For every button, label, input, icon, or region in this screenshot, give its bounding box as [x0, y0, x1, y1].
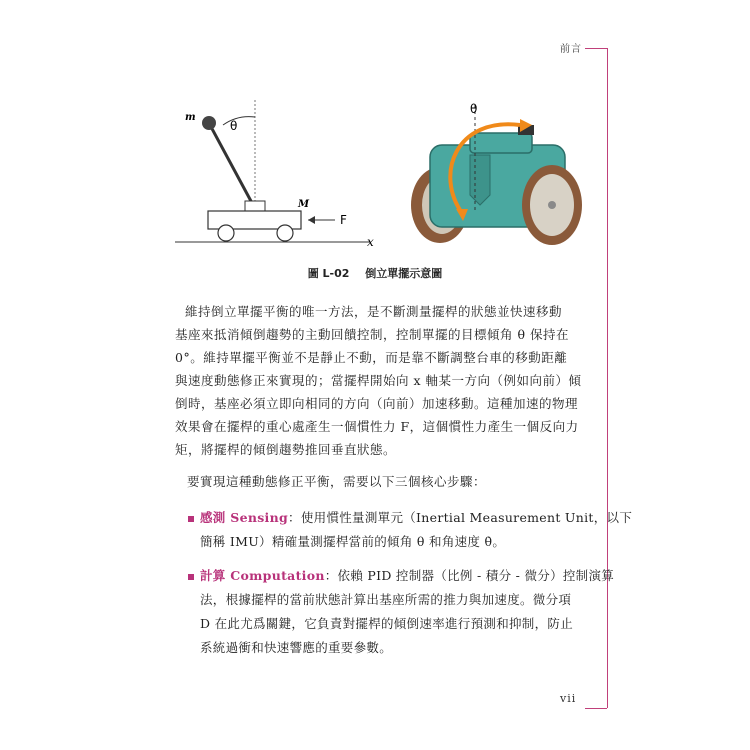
paragraph-line: 0°。維持單擺平衡並不是靜止不動，而是靠不斷調整台車的移動距離	[175, 350, 568, 365]
bullet-square-icon	[188, 574, 194, 580]
footer-rule	[585, 708, 607, 709]
paragraph-line: 基座來抵消傾倒趨勢的主動回饋控制，控制單擺的目標傾角 θ 保持在	[175, 327, 569, 342]
pendulum-rod	[210, 125, 252, 203]
caption-title: 倒立單擺示意圖	[365, 267, 443, 280]
force-arrowhead	[308, 216, 315, 224]
angle-label-left: θ	[230, 119, 238, 133]
paragraph-line: 倒時，基座必須立即向相同的方向（向前）加速移動。這種加速的物理	[175, 396, 579, 411]
paragraph-line: 與速度動態修正來實現的；當擺桿開始向 x 軸某一方向（例如向前）傾	[175, 373, 582, 388]
pivot-block	[245, 201, 265, 211]
step-sensing	[188, 506, 633, 554]
robot-front-panel	[470, 155, 490, 205]
pendulum-mass	[202, 116, 216, 130]
step-line: D 在此尤爲關鍵，它負責對擺桿的傾倒速率進行預測和抑制，防止	[200, 616, 573, 631]
paragraph-line: 矩，將擺桿的傾倒趨勢推回垂直狀態。	[175, 442, 397, 457]
cart-mass-label: M	[298, 199, 310, 210]
mass-label: m	[185, 112, 196, 123]
step-line: 系統過衝和快速響應的重要參數。	[200, 640, 393, 655]
step-line: ：依賴 PID 控制器（比例 - 積分 - 微分）控制演算	[324, 568, 615, 583]
page-number: vii	[560, 692, 577, 705]
step-term: 感測 Sensing	[200, 510, 289, 525]
paragraph-line: 效果會在擺桿的重心處產生一個慣性力 F，這個慣性力產生一個反向力	[175, 419, 579, 434]
balancing-robot-illustration	[411, 102, 582, 245]
paragraph-line: 維持倒立單擺平衡的唯一方法，是不斷測量擺桿的狀態並快速移動	[185, 304, 563, 319]
side-rule	[607, 48, 608, 708]
header-section-label: 前言	[560, 44, 582, 55]
figure	[170, 95, 590, 260]
step-line: ：使用慣性量測單元（Inertial Measurement Unit，以下	[288, 510, 633, 525]
inverted-pendulum-diagram	[170, 95, 590, 260]
figure-caption	[0, 265, 750, 281]
bullet-square-icon	[188, 516, 194, 522]
step-term: 計算 Computation	[200, 568, 325, 583]
robot-wheel-right-axle	[548, 201, 556, 209]
step-line: 簡稱 IMU）精確量測擺桿當前的傾角 θ 和角速度 θ̇。	[200, 534, 506, 549]
body-paragraph	[175, 300, 580, 461]
lead-sentence: 要實現這種動態修正平衡，需要以下三個核心步驟：	[187, 474, 487, 489]
axis-label-x: x	[367, 235, 374, 249]
robot-top-box	[470, 133, 532, 153]
header-rule	[585, 48, 607, 49]
force-label: F	[340, 213, 347, 227]
step-line: 法，根據擺桿的當前狀態計算出基座所需的推力與加速度。微分項	[200, 592, 572, 607]
step-computation	[188, 564, 615, 660]
caption-number: 圖 L-02	[307, 267, 350, 280]
angle-arc	[223, 117, 255, 125]
cart-wheel-left	[218, 225, 234, 241]
cart-wheel-right	[277, 225, 293, 241]
angle-label-right: θ	[470, 102, 478, 116]
